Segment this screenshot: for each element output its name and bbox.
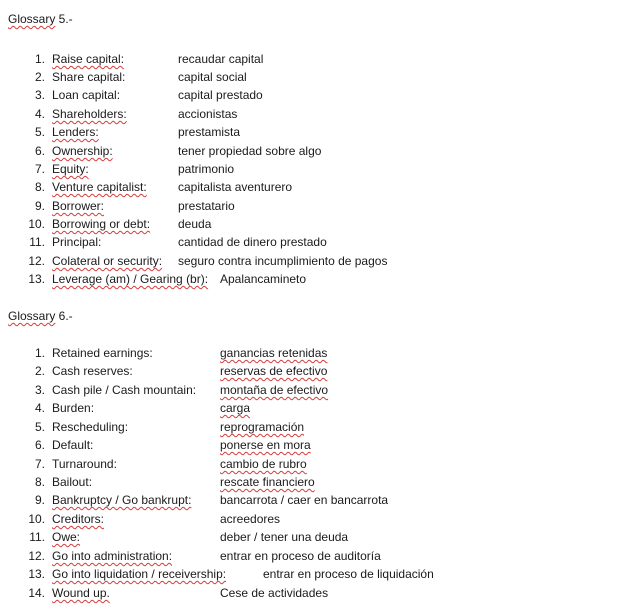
list-item [0,381,640,399]
item-translation: ponerse en mora [220,438,311,452]
glossary-5-heading [8,12,73,26]
list-item [0,123,640,141]
item-number: 1. [34,346,45,360]
glossary-6-heading [8,309,73,323]
item-translation: Cese de actividades [220,586,329,600]
item-number: 4. [34,401,45,415]
item-term: Wound up. [52,586,110,600]
list-item [0,547,640,565]
item-number: 2. [34,70,45,84]
item-translation: montaña de efectivo [220,383,329,397]
item-translation: recaudar capital [178,52,264,66]
item-translation: tener propiedad sobre algo [178,144,322,158]
item-number: 7. [34,162,45,176]
item-translation: prestatario [178,199,235,213]
item-number: 12. [28,549,45,563]
item-translation: acreedores [220,512,281,526]
item-number: 4. [34,107,45,121]
item-number: 5. [34,420,45,434]
item-term: Shareholders: [52,107,127,121]
item-term: Colateral or security: [52,254,163,268]
item-term: Cash reserves: [52,364,133,378]
item-number: 9. [34,493,45,507]
item-term: Go into liquidation / receivership: [52,567,227,581]
item-translation: entrar en proceso de liquidación [263,567,434,581]
item-translation: deuda [178,217,212,231]
item-number: 1. [34,52,45,66]
item-number: 8. [34,180,45,194]
item-translation: deber / tener una deuda [220,530,349,544]
item-number: 6. [34,438,45,452]
list-item [0,105,640,123]
list-item [0,565,640,583]
item-term: Rescheduling: [52,420,129,434]
item-term: Go into administration: [52,549,173,563]
glossary-5-heading-word: Glossary [8,12,56,26]
list-item [0,233,640,251]
item-term: Share capital: [52,70,126,84]
list-item [0,344,640,362]
list-item [0,528,640,546]
item-number: 13. [28,272,45,286]
item-translation: carga [220,401,251,415]
item-number: 3. [34,383,45,397]
glossary-5-heading-number: 5.- [55,12,73,26]
item-translation: cantidad de dinero prestado [178,235,327,249]
glossary-6-heading-word: Glossary [8,309,56,323]
item-number: 7. [34,457,45,471]
item-translation: cambio de rubro [220,457,307,471]
list-item [0,491,640,509]
item-term: Bailout: [52,475,93,489]
item-term: Cash pile / Cash mountain: [52,383,197,397]
item-number: 10. [28,217,45,231]
item-term: Leverage (am) / Gearing (br): [52,272,209,286]
item-number: 14. [28,586,45,600]
item-term: Principal: [52,235,102,249]
item-term: Owe: [52,530,81,544]
item-number: 10. [28,512,45,526]
item-translation: capital prestado [178,88,263,102]
item-translation: seguro contra incumplimiento de pagos [178,254,388,268]
item-translation: bancarrota / caer en bancarrota [220,493,389,507]
item-number: 3. [34,88,45,102]
list-item [0,455,640,473]
item-translation: reservas de efectivo [220,364,328,378]
list-item [0,68,640,86]
list-item [0,215,640,233]
item-term: Equity: [52,162,89,176]
item-term: Bankruptcy / Go bankrupt: [52,493,192,507]
item-translation: Apalancamineto [220,272,307,286]
item-term: Retained earnings: [52,346,153,360]
list-item [0,418,640,436]
item-translation: prestamista [178,125,241,139]
list-item [0,473,640,491]
list-item [0,178,640,196]
item-translation: accionistas [178,107,238,121]
item-term: Borrowing or debt: [52,217,151,231]
item-term: Loan capital: [52,88,121,102]
item-term: Lenders: [52,125,99,139]
list-item [0,436,640,454]
item-translation: capital social [178,70,247,84]
item-term: Turnaround: [52,457,117,471]
item-translation: capitalista aventurero [178,180,293,194]
item-number: 5. [34,125,45,139]
list-item [0,399,640,417]
list-item [0,584,640,602]
item-number: 13. [28,567,45,581]
item-term: Ownership: [52,144,113,158]
item-term: Venture capitalist: [52,180,147,194]
item-term: Borrower: [52,199,105,213]
item-number: 8. [34,475,45,489]
item-term: Default: [52,438,94,452]
item-number: 11. [29,235,45,249]
list-item [0,252,640,270]
item-number: 6. [34,144,45,158]
item-number: 9. [34,199,45,213]
glossary-6-heading-number: 6.- [55,309,73,323]
list-item [0,86,640,104]
item-term: Burden: [52,401,95,415]
list-item [0,197,640,215]
item-number: 12. [28,254,45,268]
list-item [0,362,640,380]
item-translation: patrimonio [178,162,235,176]
list-item [0,50,640,68]
item-term: Creditors: [52,512,105,526]
item-term: Raise capital: [52,52,125,66]
list-item [0,510,640,528]
item-translation: ganancias retenidas [220,346,328,360]
item-translation: reprogramación [220,420,305,434]
item-number: 2. [34,364,45,378]
item-translation: entrar en proceso de auditoría [220,549,381,563]
list-item [0,142,640,160]
list-item [0,160,640,178]
list-item [0,270,640,288]
item-translation: rescate financiero [220,475,315,489]
item-number: 11. [29,530,45,544]
